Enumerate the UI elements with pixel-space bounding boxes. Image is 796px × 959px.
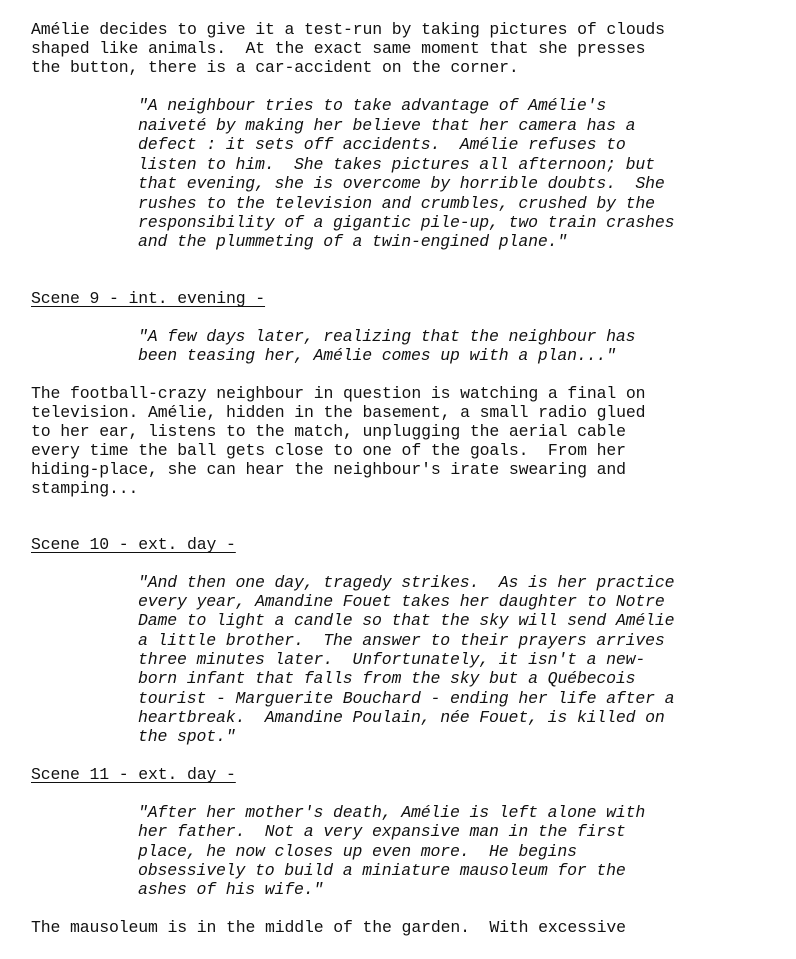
text-line: shaped like animals. At the exact same moment that she presses	[31, 39, 646, 58]
quote-line: "A neighbour tries to take advantage of Amélie's	[138, 96, 607, 115]
text-line: television. Amélie, hidden in the basement, a small radio glued	[31, 403, 646, 422]
quote-line: born infant that falls from the sky but a Québecois	[138, 669, 636, 688]
text-line: to her ear, listens to the match, unplugging the aerial cable	[31, 422, 626, 441]
quote-line: Dame to light a candle so that the sky will send Amélie	[138, 611, 675, 630]
scene-heading-11: Scene 11 - ext. day -	[31, 765, 236, 784]
quote-line: "And then one day, tragedy strikes. As is her practice	[138, 573, 675, 592]
quote-line: a little brother. The answer to their prayers arrives	[138, 631, 665, 650]
quote-line: the spot."	[138, 727, 236, 746]
text-line: stamping...	[31, 479, 139, 498]
quote-line: that evening, she is overcome by horrible doubts. She	[138, 174, 665, 193]
quote-line: listen to him. She takes pictures all afternoon; but	[138, 155, 655, 174]
quote-line: ashes of his wife."	[138, 880, 324, 899]
text-line: the button, there is a car-accident on the corner.	[31, 58, 519, 77]
quote-line: every year, Amandine Fouet takes her daughter to Notre	[138, 592, 665, 611]
quote-line: defect : it sets off accidents. Amélie refuses to	[138, 135, 626, 154]
quote-line: responsibility of a gigantic pile-up, two train crashes	[138, 213, 675, 232]
text-line: The football-crazy neighbour in question is watching a final on	[31, 384, 646, 403]
text-line: hiding-place, she can hear the neighbour's irate swearing and	[31, 460, 626, 479]
quote-line: heartbreak. Amandine Poulain, née Fouet, is killed on	[138, 708, 665, 727]
text-line: The mausoleum is in the middle of the garden. With excessive	[31, 918, 626, 937]
quote-line: "A few days later, realizing that the neighbour has	[138, 327, 636, 346]
text-line: Amélie decides to give it a test-run by taking pictures of clouds	[31, 20, 665, 39]
scene-heading-10: Scene 10 - ext. day -	[31, 535, 236, 554]
quote-line: rushes to the television and crumbles, crushed by the	[138, 194, 655, 213]
quote-line: tourist - Marguerite Bouchard - ending her life after a	[138, 689, 675, 708]
quote-line: naiveté by making her believe that her camera has a	[138, 116, 636, 135]
scene-heading-9: Scene 9 - int. evening -	[31, 289, 266, 308]
quote-line: "After her mother's death, Amélie is left alone with	[138, 803, 646, 822]
quote-line: been teasing her, Amélie comes up with a plan..."	[138, 346, 616, 365]
text-line: every time the ball gets close to one of the goals. From her	[31, 441, 626, 460]
quote-line: her father. Not a very expansive man in the first	[138, 822, 626, 841]
quote-line: and the plummeting of a twin-engined plane."	[138, 232, 568, 251]
quote-line: three minutes later. Unfortunately, it isn't a new-	[138, 650, 646, 669]
quote-line: place, he now closes up even more. He begins	[138, 842, 577, 861]
quote-line: obsessively to build a miniature mausoleum for the	[138, 861, 626, 880]
